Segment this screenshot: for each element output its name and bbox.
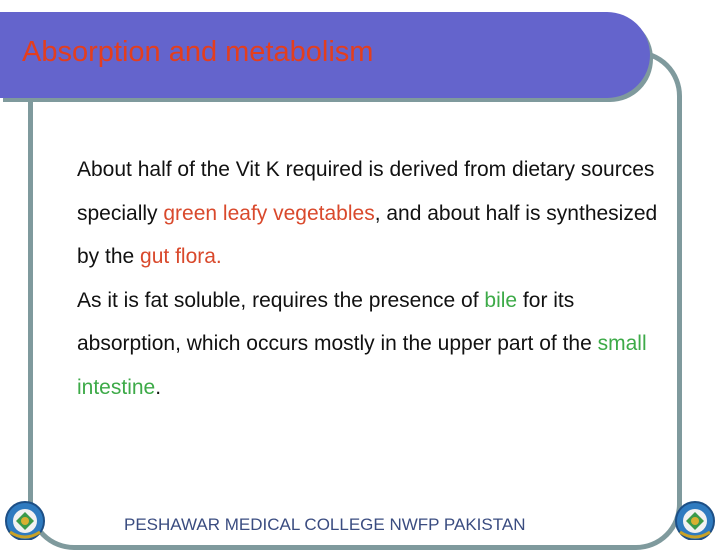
college-emblem-icon <box>672 498 718 540</box>
text: . <box>155 375 162 399</box>
paragraph-absorption <box>77 279 677 410</box>
highlight-green-leafy-vegetables: green leafy vegetables <box>163 201 375 225</box>
college-emblem-icon <box>2 498 48 540</box>
highlight-gut-flora: gut flora. <box>140 245 222 268</box>
text: , and about half is synthesized by the <box>77 201 658 268</box>
highlight-bile: bile <box>484 288 518 312</box>
highlight-small-intestine: small intestine <box>77 332 647 399</box>
footer-college-name: PESHAWAR MEDICAL COLLEGE NWFP PAKISTAN <box>124 515 526 534</box>
text: About half of the Vit K required is derived from dietary sources specially <box>77 158 655 225</box>
text: for its absorption, which occurs mostly in the upper part of the <box>77 288 598 355</box>
slide-content <box>77 148 677 409</box>
text: As it is fat soluble, requires the presence of <box>77 288 485 312</box>
slide-title: Absorption and metabolism <box>22 36 374 68</box>
paragraph-dietary-sources <box>77 148 677 279</box>
